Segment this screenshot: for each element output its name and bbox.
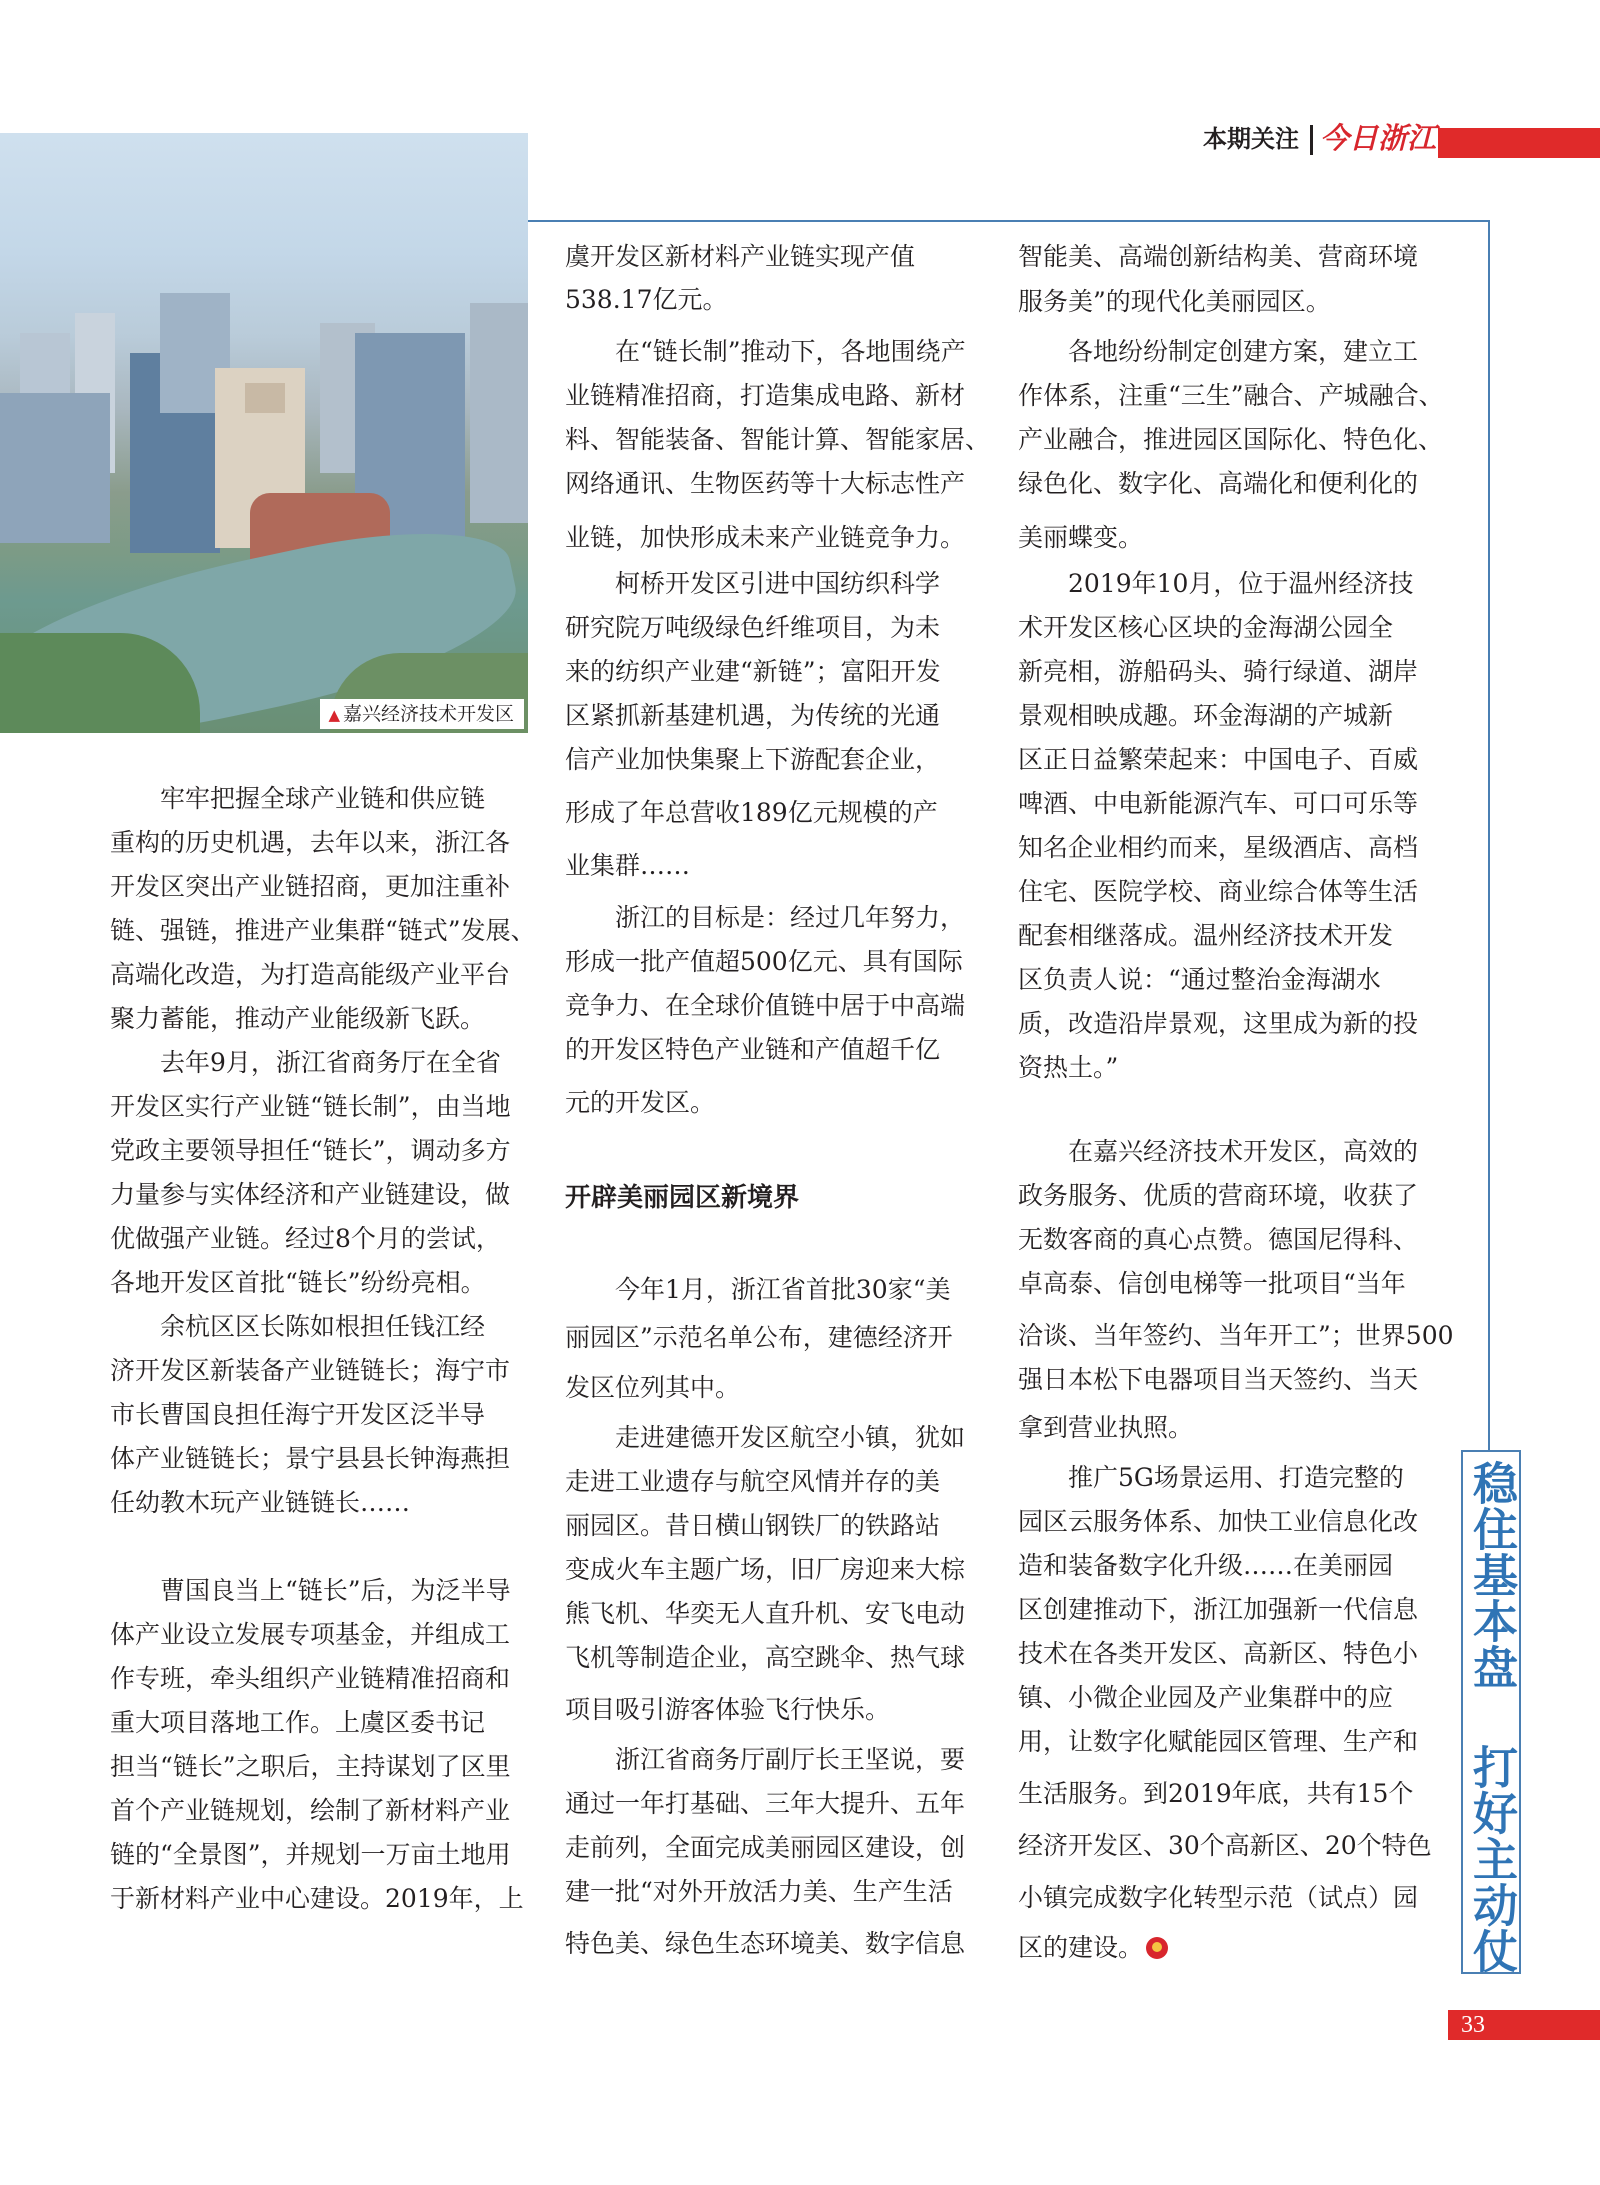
text-line: 熊飞机、华奕无人直升机、安飞电动 xyxy=(565,1599,966,1628)
text-line: 链、强链，推进产业集群“链式”发展、 xyxy=(110,916,536,945)
text-line: 浙江省商务厅副厅长王坚说，要 xyxy=(615,1745,966,1774)
text-line: 走进工业遗存与航空风情并存的美 xyxy=(565,1467,941,1496)
photo-caption xyxy=(320,699,524,729)
text-line: 飞机等制造企业，高空跳伞、热气球 xyxy=(565,1643,966,1672)
text-line: 体产业设立发展专项基金，并组成工 xyxy=(110,1620,511,1649)
text-line: 小镇完成数字化转型示范（试点）园 xyxy=(1018,1883,1419,1912)
text-line: 形成一批产值超500亿元、具有国际 xyxy=(565,947,963,976)
text-line: 于新材料产业中心建设。2019年，上 xyxy=(110,1884,524,1913)
text-line: 去年9月，浙江省商务厅在全省 xyxy=(160,1048,501,1077)
text-line: 走前列，全面完成美丽园区建设，创 xyxy=(565,1833,966,1862)
magazine-logo: 今日浙江 xyxy=(1320,121,1437,155)
text-line: 元的开发区。 xyxy=(565,1088,716,1117)
text-line: 信产业加快集聚上下游配套企业， xyxy=(565,745,941,774)
text-line: 来的纺织产业建“新链”；富阳开发 xyxy=(565,657,941,686)
text-line: 高端化改造，为打造高能级产业平台 xyxy=(110,960,511,989)
text-line: 项目吸引游客体验飞行快乐。 xyxy=(565,1695,891,1724)
text-line: 推广5G场景运用、打造完整的 xyxy=(1068,1463,1404,1492)
text-line: 党政主要领导担任“链长”，调动多方 xyxy=(110,1136,511,1165)
header-red-bar xyxy=(1438,128,1600,158)
text-line: 力量参与实体经济和产业链建设，做 xyxy=(110,1180,511,1209)
text-line: 政务服务、优质的营商环境，收获了 xyxy=(1018,1181,1419,1210)
text-line: 园区云服务体系、加快工业信息化改 xyxy=(1018,1507,1419,1536)
text-line: 研究院万吨级绿色纤维项目，为未 xyxy=(565,613,941,642)
text-line: 首个产业链规划，绘制了新材料产业 xyxy=(110,1796,511,1825)
cover-photo xyxy=(0,133,528,733)
text-line: 开发区突出产业链招商，更加注重补 xyxy=(110,872,511,901)
text-line: 开发区实行产业链“链长制”，由当地 xyxy=(110,1092,511,1121)
text-line: 网络通讯、生物医药等十大标志性产 xyxy=(565,469,966,498)
header-divider xyxy=(1310,125,1313,155)
text-line: 术开发区核心区块的金海湖公园全 xyxy=(1018,613,1394,642)
text-line-last-text: 区的建设。 xyxy=(1018,1933,1144,1962)
text-line: 济开发区新装备产业链链长；海宁市 xyxy=(110,1356,511,1385)
text-line: 生活服务。到2019年底，共有15个 xyxy=(1018,1779,1414,1808)
text-line: 在“链长制”推动下，各地围绕产 xyxy=(615,337,966,366)
text-line: 特色美、绿色生态环境美、数字信息 xyxy=(565,1929,966,1958)
text-line: 通过一年打基础、三年大提升、五年 xyxy=(565,1789,966,1818)
text-line: 余杭区区长陈如根担任钱江经 xyxy=(160,1312,486,1341)
text-line: 镇、小微企业园及产业集群中的应 xyxy=(1018,1683,1394,1712)
text-line: 曹国良当上“链长”后，为泛半导 xyxy=(160,1576,511,1605)
text-line: 担当“链长”之职后，主持谋划了区里 xyxy=(110,1752,511,1781)
text-line-last xyxy=(1018,1928,1168,1968)
end-mark-icon xyxy=(1146,1937,1168,1959)
text-line: 产业融合，推进园区国际化、特色化、 xyxy=(1018,425,1444,454)
text-line: 重大项目落地工作。上虞区委书记 xyxy=(110,1708,486,1737)
text-line: 发区位列其中。 xyxy=(565,1373,741,1402)
page-number: 33 xyxy=(1461,2012,1485,2038)
text-line: 丽园区。昔日横山钢铁厂的铁路站 xyxy=(565,1511,941,1540)
text-line: 知名企业相约而来，星级酒店、高档 xyxy=(1018,833,1419,862)
text-line: 作专班，牵头组织产业链精准招商和 xyxy=(110,1664,511,1693)
text-line: 服务美”的现代化美丽园区。 xyxy=(1018,287,1331,316)
text-line: 区正日益繁荣起来：中国电子、百威 xyxy=(1018,745,1419,774)
text-line: 住宅、医院学校、商业综合体等生活 xyxy=(1018,877,1419,906)
text-line: 业集群…… xyxy=(565,851,691,880)
caption-triangle-icon: ▲ xyxy=(328,706,340,724)
section-subheading: 开辟美丽园区新境界 xyxy=(565,1183,800,1213)
text-line: 技术在各类开发区、高新区、特色小 xyxy=(1018,1639,1419,1668)
text-line: 智能美、高端创新结构美、营商环境 xyxy=(1018,242,1419,271)
photo-caption-text: 嘉兴经济技术开发区 xyxy=(342,703,514,725)
text-line: 啤酒、中电新能源汽车、可口可乐等 xyxy=(1018,789,1419,818)
text-line: 竞争力、在全球价值链中居于中高端 xyxy=(565,991,966,1020)
text-line: 景观相映成趣。环金海湖的产城新 xyxy=(1018,701,1394,730)
text-line: 作体系，注重“三生”融合、产城融合、 xyxy=(1018,381,1444,410)
text-line: 538.17亿元。 xyxy=(565,285,728,314)
text-line: 新亮相，游船码头、骑行绿道、湖岸 xyxy=(1018,657,1419,686)
frame-right-line xyxy=(1488,220,1490,1450)
text-line: 的开发区特色产业链和产值超千亿 xyxy=(565,1035,941,1064)
text-line: 丽园区”示范名单公布，建德经济开 xyxy=(565,1323,953,1352)
text-line: 拿到营业执照。 xyxy=(1018,1413,1194,1442)
text-line: 链的“全景图”，并规划一万亩土地用 xyxy=(110,1840,511,1869)
sidebar-title: 稳住基本盘 打好主动仗 xyxy=(1465,1460,1518,1974)
text-line: 区负责人说：“通过整治金海湖水 xyxy=(1018,965,1381,994)
text-line: 无数客商的真心点赞。德国尼得科、 xyxy=(1018,1225,1419,1254)
text-line: 经济开发区、30个高新区、20个特色 xyxy=(1018,1831,1432,1860)
text-line: 柯桥开发区引进中国纺织科学 xyxy=(615,569,941,598)
text-line: 用，让数字化赋能园区管理、生产和 xyxy=(1018,1727,1419,1756)
text-line: 区紧抓新基建机遇，为传统的光通 xyxy=(565,701,941,730)
text-line: 美丽蝶变。 xyxy=(1018,523,1144,552)
text-line: 今年1月，浙江省首批30家“美 xyxy=(615,1275,951,1304)
section-label: 本期关注 xyxy=(1203,125,1299,153)
frame-top-line xyxy=(528,220,1488,222)
text-line: 料、智能装备、智能计算、智能家居、 xyxy=(565,425,991,454)
text-line: 配套相继落成。温州经济技术开发 xyxy=(1018,921,1394,950)
text-line: 强日本松下电器项目当天签约、当天 xyxy=(1018,1365,1419,1394)
text-line: 建一批“对外开放活力美、生产生活 xyxy=(565,1877,953,1906)
text-line: 绿色化、数字化、高端化和便利化的 xyxy=(1018,469,1419,498)
text-line: 聚力蓄能，推动产业能级新飞跃。 xyxy=(110,1004,486,1033)
text-line: 变成火车主题广场，旧厂房迎来大棕 xyxy=(565,1555,966,1584)
text-line: 任幼教木玩产业链链长…… xyxy=(110,1488,411,1517)
text-line: 在嘉兴经济技术开发区，高效的 xyxy=(1068,1137,1419,1166)
text-line: 重构的历史机遇，去年以来，浙江各 xyxy=(110,828,511,857)
text-line: 浙江的目标是：经过几年努力， xyxy=(615,903,966,932)
text-line: 区创建推动下，浙江加强新一代信息 xyxy=(1018,1595,1419,1624)
text-line: 走进建德开发区航空小镇，犹如 xyxy=(615,1423,966,1452)
text-line: 优做强产业链。经过8个月的尝试， xyxy=(110,1224,501,1253)
text-line: 市长曹国良担任海宁开发区泛半导 xyxy=(110,1400,486,1429)
text-line: 形成了年总营收189亿元规模的产 xyxy=(565,798,938,827)
text-line: 卓高泰、信创电梯等一批项目“当年 xyxy=(1018,1269,1406,1298)
text-line: 资热土。” xyxy=(1018,1053,1119,1082)
text-line: 2019年10月，位于温州经济技 xyxy=(1068,569,1414,598)
text-line: 各地开发区首批“链长”纷纷亮相。 xyxy=(110,1268,486,1297)
text-line: 造和装备数字化升级……在美丽园 xyxy=(1018,1551,1394,1580)
text-line: 业链，加快形成未来产业链竞争力。 xyxy=(565,523,966,552)
text-line: 质，改造沿岸景观，这里成为新的投 xyxy=(1018,1009,1419,1038)
text-line: 虞开发区新材料产业链实现产值 xyxy=(565,242,916,271)
text-line: 业链精准招商，打造集成电路、新材 xyxy=(565,381,966,410)
text-line: 洽谈、当年签约、当年开工”；世界500 xyxy=(1018,1321,1454,1350)
text-line: 牢牢把握全球产业链和供应链 xyxy=(160,784,486,813)
text-line: 体产业链链长；景宁县县长钟海燕担 xyxy=(110,1444,511,1473)
sidebar-title-box xyxy=(1461,1450,1521,1974)
text-line: 各地纷纷制定创建方案，建立工 xyxy=(1068,337,1419,366)
